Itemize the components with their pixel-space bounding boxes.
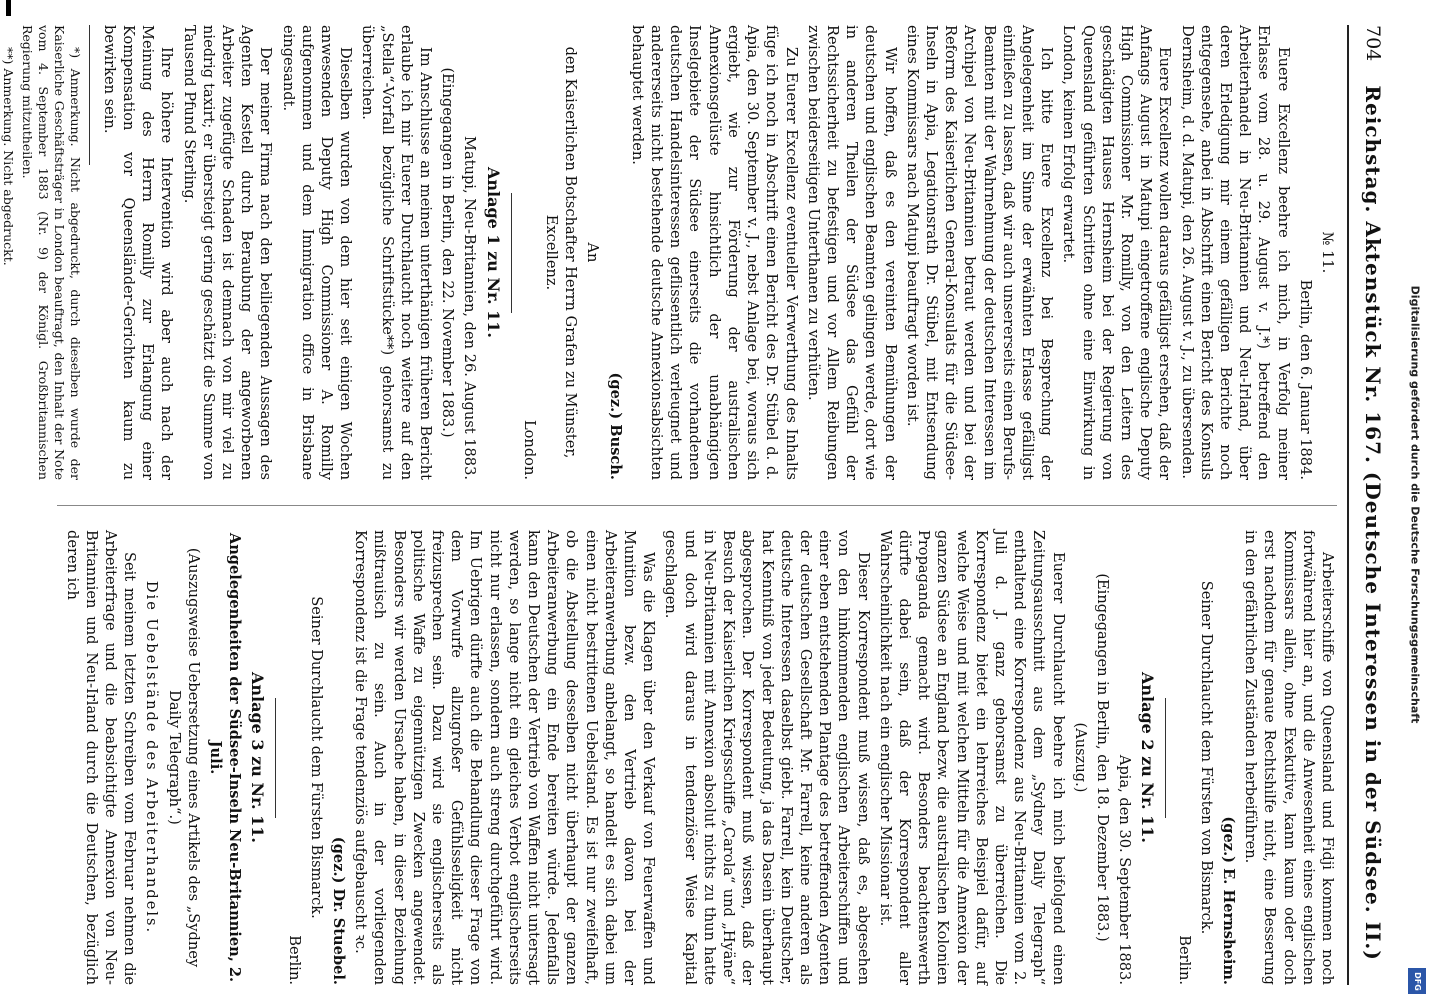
addressee: Seiner Durchlaucht dem Fürsten von Bismarck. [1197,580,1215,935]
page-title: Reichstag. Aktenstück Nr. 167. (Deutsche Interessen in der Südsee. II.) [1361,85,1385,961]
annex-title: Anlage 2 zu Nr. 11. [1138,672,1158,843]
paragraph: Der meiner Firma nach den beiliegenden Aussagen des Agenten Kestell durch Beraubung der angeworbenen Arbeiter zugefügte Schaden ist demnach von mir viel zu niedrig taxirt; er übersteigt gering geschätzt die Summe von Tausend Pfund Sterling. [180,25,275,480]
addressee-city: London. [520,419,538,480]
dfg-logo [1408,968,1426,994]
article-heading: Angelegenheiten der Südsee-Inseln Neu-Britannien, 2. Juli. [207,532,244,983]
annex-received: (Eingegangen in Berlin, den 18. Dezember 1883.) [1093,573,1111,942]
paragraph: Ich bitte Euere Excellenz bei Besprechung der Angelegenheit im Sinne der erwähnten Erlasse gefälligst einfließen zu lassen, daß wir auch unsererseits einen Berufs-Beamten mit der Wahrnehmung der deutschen Interessen im Archipel von Neu-Britannien betraut werden und bei der Reform des Kaiserlichen General-Konsulats für die Südsee-Inseln in Apia, Legationsrath Dr. Stübel, mit Entsendung eines Kommissars nach Matupi beauftragt worden ist. [903,25,1056,480]
paragraph: Im Anschlusse an meinen unterthänigen früheren Bericht erlaube ich mir Euerer Durchlaucht noch weitere auf den „Stella“-Vorfall bezügliche Schriftstücke**) gehorsamst zu überreichen. [359,25,435,480]
paragraph: Was die Klagen über den Verkauf von Feuerwaffen und Munition bezw. den Vertrieb davon bei der Arbeiteranwerbung anbelangt, so handelt es sich dabei um einen nicht bestrittenen Uebelstand. Es ist nur zweifelhaft, ob die Abstellung desselben nicht überhaupt der ganzen Arbeiteranwerbung ein Ende bereiten würde. Jedenfalls kann den Deutschen der Vertrieb von Waffen nicht untersagt werden, so lange nicht ein gleiches Verbot englischerseits nicht nur erlassen, sondern auch streng durchgeführt wird. Im Uebrigen dürfte auch die Behandlung dieser Frage von dem Vorwurfe allzugroßer Gefühlsseligkeit nicht freizusprechen sein. Dazu wird sie englischerseits als politische Waffe zu eigennützigen Zwecken angewendet. Besonders wir werden Ursache haben, in dieser Beziehung mißtrauisch zu sein. Auch in der vorliegenden Korrespondenz ist die Frage tendenziös aufgebauscht ꝛc. [352,530,658,985]
addressee-prefix: An [584,242,602,263]
signature: (gez.) E. Hernsheim. [1219,816,1237,985]
document-number: № 11. [1319,231,1336,274]
right-column [47,530,1337,985]
scan-edge-mark [6,0,11,16]
excerpt-label: (Auszug.) [1071,722,1089,793]
page-number: 704 [1362,25,1384,62]
annex-title: Anlage 3 zu Nr. 11. [248,672,268,843]
page-header [1351,25,1395,985]
annex-dateline: Apia, den 30. September 1883. [1116,754,1134,985]
dateline: Berlin, den 6. Januar 1884. [1296,279,1314,480]
paragraph: Ihre höhere Intervention wird aber auch nach der Meinung des Herrn Romilly zur Erlangung einer Kompensation vor Queensländer-Gerichten kaum zu bewirken sein. [100,25,176,480]
article-subheading: (Auszugsweise Uebersetzung eines Artikels des „Sydney Daily Telegraph“.) [165,547,202,968]
separator [275,698,276,818]
header-rule [1347,25,1349,985]
signature: (gez.) Dr. Stuebel. [330,836,348,985]
left-column [0,25,1337,480]
digitization-note-text: Digitalisierung gefördert durch die Deutsche Forschungsgemeinschaft [1408,285,1422,723]
paragraph: Euerer Durchlaucht beehre ich mich beifolgend einen Zeitungsausschnitt aus dem „Sydney Daily Telegraph“ enthaltend eine Korrespondenz aus Neu-Britannien vom 2. Juli d. J. ganz gehorsamst zu überreichen. Die Korrespondenz bietet ein lehrreiches Beispiel dafür, auf welche Weise und mit welchen Mitteln für die Annexion der ganzen Südsee an England bezw. die australischen Kolonien Propaganda gemacht wird. Besonders beachtenswerth dürfte dabei sein, daß der Korrespondent aller Wahrscheinlichkeit nach ein englischer Missionar ist. [876,530,1067,985]
footnote: *) Anmerkung. Nicht abgedruckt, durch dieselben wurde der Kaiserliche Geschäftsträger in London beauftragt, den Inhalt der Note vom 4. September 1883 (Nr. 9) der Königl. Großbritannischen Regierung mitzutheilen. [19,25,83,480]
annex-received: (Eingegangen in Berlin, den 22. November 1883.) [439,67,457,438]
paragraph: Arbeiterschiffe von Queensland und Fidji kommen noch fortwährend hier an, und die Anwesenheit eines englischen Kommissars allein, ohne Exekutive, kann kaum oder doch erst nachdem für genaue Rechtshilfe nicht, eine Besserung in den gefährlichen Zuständen herbeiführen. [1242,530,1336,985]
paragraph: Zu Euerer Excellenz eventueller Verwerthung des Inhalts füge ich noch in Abschrift einen Bericht des Dr. Stübel d. d. Apia, den 30. September v. J., nebst Anlage bei, woraus sich ergiebt, wie zur Förderung der australischen Annexionsgelüste hinsichtlich der unabhängigen Inselgebiete der Südsee einerseits die vorhandenen deutschen Handelsinteressen geflissentlich verleugnet und andererseits nicht bestehende deutsche Annexionsabsichten behauptet werden. [628,25,800,480]
footnote: **) Anmerkung. Nicht abgedruckt. [0,47,16,266]
addressee: den Kaiserlichen Botschafter Herrn Grafen zu Münster, Excellenz. [543,46,580,459]
section-heading: Die Uebelstände des Arbeiterhandels. [143,580,161,935]
addressee-city: Berlin. [285,935,303,985]
annex-dateline: Matupi, Neu-Britannien, den 26. August 1883. [461,136,479,480]
paragraph: Wir hoffen, daß es den vereinten Bemühungen der deutschen und englischen Beamten gelingen werde, dort wie in anderen Theilen der Südsee das Gefühl der Rechtssicherheit zu befestigen und vor Allem Reibungen zwischen beiderseitigen Unterthanen zu verhüten. [804,25,899,480]
paragraph: Dieser Korrespondent muß wissen, daß es, abgesehen von den hinkommenden englischen Arbeiterschiffen und einer eben entstehenden Plantage des betreffenden Agenten der deutschen Gesellschaft Mr. Farrell, keine anderen als deutsche Interessen daselbst giebt. Farrell, kein Deutscher, hat Kenntniß von jeder Bedeutung, ja das Dasein überhaupt abgesprochen. Der Korrespondent muß wissen, daß der Besuch der Kaiserlichen Kriegsschiffe „Carola“ und „Hyäne“ in Neu-Britannien mit Annexion absolut nichts zu thun hatte und doch wird daraus in tendenziöser Weise Kapital geschlagen. [662,530,872,985]
column-divider [57,505,1337,506]
paragraph: Dieselben wurden von dem hier seit einigen Wochen anwesenden Deputy High Commissioner A. Romilly aufgenommen und dem Immigration office in Brisbane eingesandt. [279,25,355,480]
rotated-page [0,25,1395,985]
addressee-city: Berlin. [1175,935,1193,985]
paragraph: Euere Excellenz wollen daraus gefälligst ersehen, daß der Anfangs August in Matupi eingetroffene englische Deputy High Commissioner Mr. Romilly, von den Leitern des geschädigten Hauses Hernsheim bei der Regierung von Queensland geführten Schritten ohne eine Einwirkung in London, keinen Erfolg erwartet. [1060,25,1174,480]
separator [511,193,512,313]
paragraph: Euere Excellenz beehre ich mich, in Verfolg meiner Erlasse vom 28. u. 29. August v. J.*) betreffend den Arbeiterhandel in Neu-Britannien und Neu-Irland, über deren Erledigung mir einem gefälligen Berichte noch entgegensehe, anbei in Abschrift einen Bericht des Konsuls Dernsheim, d. d. Matupi, den 26. August v. J., zu übersenden. [1178,25,1292,480]
digitization-note [1404,22,1426,986]
paragraph: Seit meinem letzten Schreiben vom Februar nehmen die Arbeiterfrage und die beabsichtigte Annexion von Neu-Britannien und Neu-Irland durch die Deutschen, bezüglich deren ich [63,530,139,985]
separator [1165,698,1166,818]
footnote-rule [89,25,90,165]
dfg-logo-text: DFG [1412,971,1422,991]
annex-title: Anlage 1 zu Nr. 11. [483,167,503,338]
signature: (gez.) Busch. [606,372,624,480]
addressee: Seiner Durchlaucht dem Fürsten Bismarck. [307,596,325,919]
